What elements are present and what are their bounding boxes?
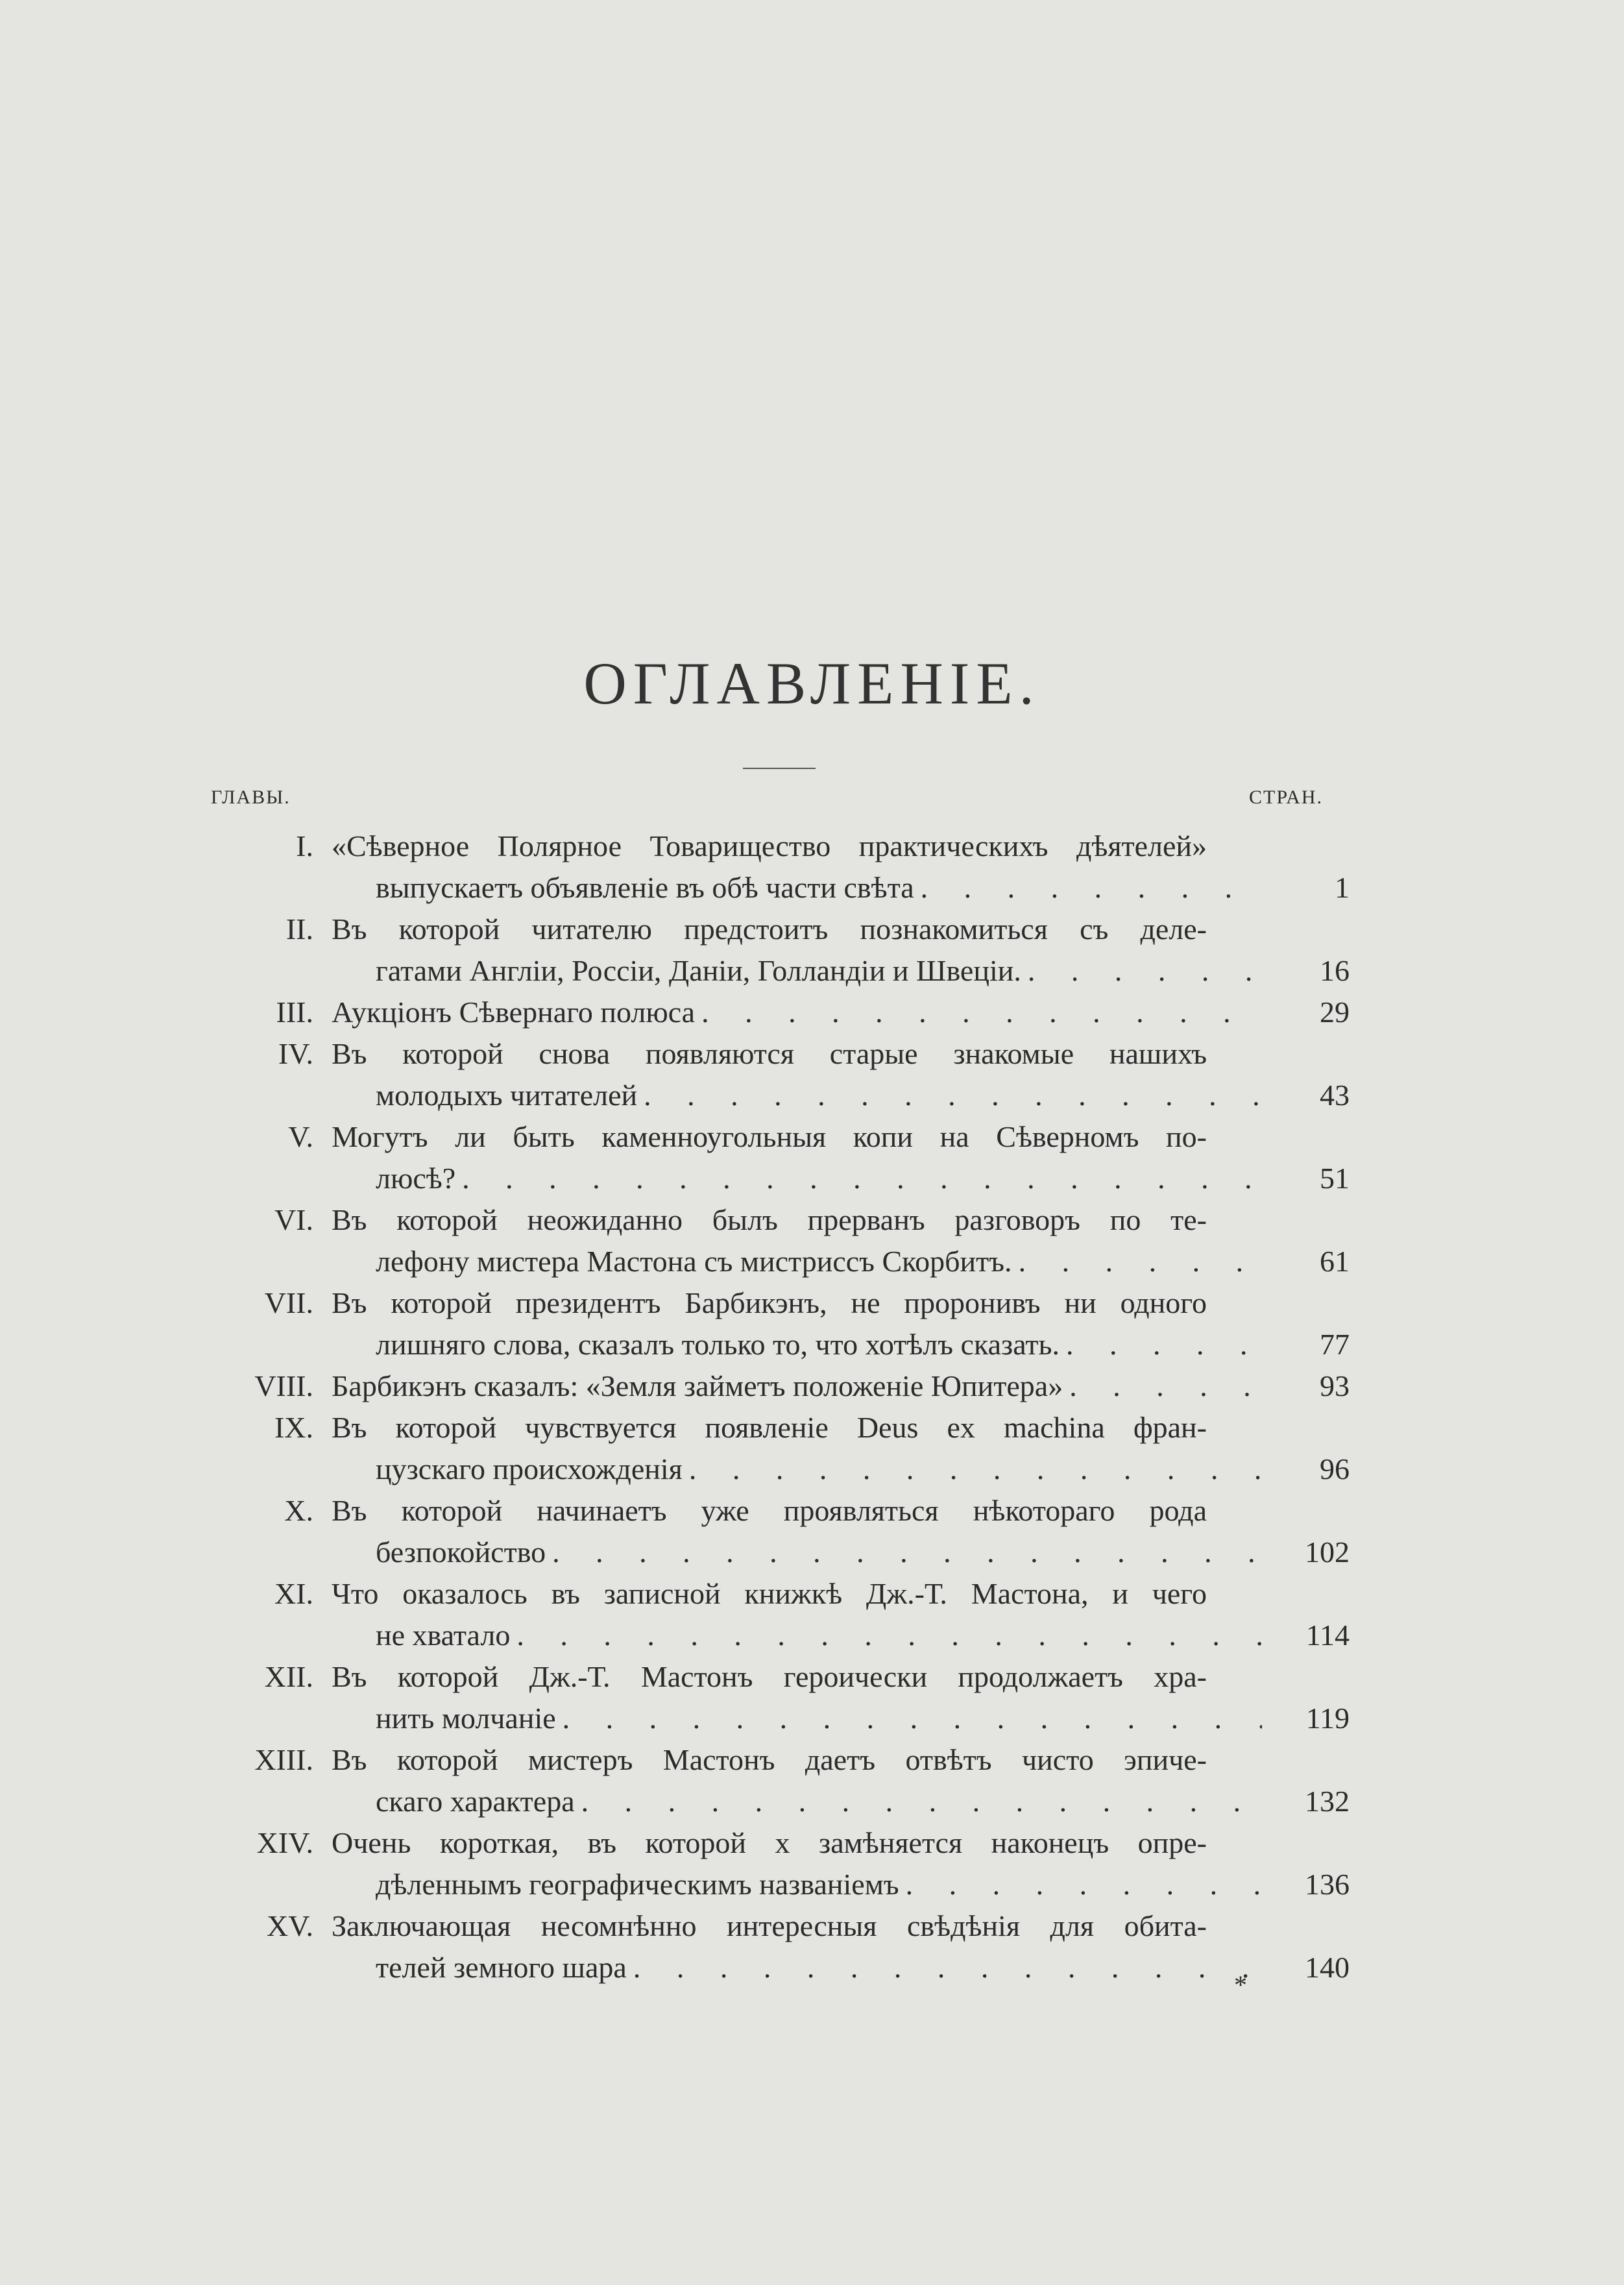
dot-leader	[1012, 1241, 1262, 1282]
dot-leader	[914, 867, 1262, 909]
chapter-numeral: X.	[284, 1494, 313, 1527]
page-number: 43	[1320, 1079, 1350, 1112]
toc-entry-line	[195, 1698, 1350, 1739]
chapter-title: лефону мистера Мастона съ мистриссъ Скорбитъ.	[376, 1245, 1012, 1278]
page-number: 16	[1320, 954, 1350, 987]
chapter-title: цузскаго происхожденія	[376, 1452, 683, 1485]
page-number: 29	[1320, 996, 1350, 1029]
dot-leader	[556, 1698, 1262, 1739]
page-number: 1	[1335, 871, 1350, 904]
indent	[195, 1615, 376, 1656]
indent	[195, 1158, 376, 1199]
chapter-title: Могутъ ли быть каменноугольныя копи на Сѣверномъ по-	[332, 1120, 1207, 1153]
toc-entry-line	[195, 992, 1350, 1033]
title-divider	[743, 768, 816, 769]
page-number: 77	[1320, 1328, 1350, 1361]
page-number: 136	[1305, 1868, 1350, 1901]
indent	[195, 1781, 376, 1822]
dot-leader	[510, 1615, 1262, 1656]
toc-entry-line	[195, 1324, 1350, 1365]
chapter-numeral: VII.	[264, 1286, 313, 1319]
indent	[195, 1864, 376, 1905]
toc-entry-line	[195, 1075, 1350, 1116]
chapter-numeral: XV.	[266, 1909, 313, 1942]
chapter-title: молодыхъ читателей	[376, 1079, 638, 1112]
table-of-contents	[195, 825, 1350, 1988]
page-number: 96	[1320, 1452, 1350, 1485]
chapter-title: не хватало	[376, 1619, 511, 1652]
pages-column-header: СТРАН.	[1249, 787, 1324, 808]
toc-entry-line	[195, 1282, 1350, 1324]
chapter-title: дѣленнымъ географическимъ названіемъ	[376, 1868, 899, 1901]
chapter-numeral: VIII.	[254, 1369, 313, 1402]
signature-mark: *	[1234, 1970, 1247, 1999]
toc-entry-line	[195, 1739, 1350, 1781]
chapter-title: Барбикэнъ сказалъ: «Земля займетъ положеніе Юпитера»	[332, 1369, 1063, 1402]
indent	[195, 1324, 376, 1365]
indent	[195, 1532, 376, 1573]
chapter-numeral: III.	[276, 996, 313, 1029]
page-number: 119	[1305, 1702, 1350, 1735]
dot-leader	[1021, 950, 1262, 992]
chapter-title: выпускаетъ объявленіе въ обѣ части свѣта	[376, 871, 914, 904]
toc-entry-line	[195, 1241, 1350, 1282]
indent	[195, 1698, 376, 1739]
page-title: ОГЛАВЛЕНІЕ.	[583, 650, 1041, 716]
toc-entry-line	[195, 1365, 1350, 1407]
chapter-title: Аукціонъ Сѣвернаго полюса	[332, 996, 696, 1029]
toc-entry-line	[195, 1158, 1350, 1199]
toc-entry-line	[195, 1407, 1350, 1448]
toc-entry-line	[195, 1573, 1350, 1615]
toc-entry-line	[195, 1864, 1350, 1905]
page-number: 51	[1320, 1162, 1350, 1195]
chapter-title: Въ которой неожиданно былъ прерванъ разговоръ по те-	[332, 1203, 1207, 1236]
toc-entry-line	[195, 1781, 1350, 1822]
chapter-title: Въ которой снова появляются старые знакомые нашихъ	[332, 1037, 1207, 1070]
chapter-title: Въ которой начинаетъ уже проявляться нѣкотораго рода	[332, 1494, 1207, 1527]
page-number: 114	[1305, 1619, 1350, 1652]
chapter-title: Въ которой Дж.-Т. Мастонъ героически продолжаетъ хра-	[332, 1660, 1207, 1693]
toc-entry-line	[195, 1656, 1350, 1698]
toc-entry-line	[195, 1905, 1350, 1947]
indent	[195, 1947, 376, 1988]
toc-entry-line	[195, 867, 1350, 909]
toc-entry-line	[195, 825, 1350, 867]
chapter-numeral: I.	[296, 829, 313, 862]
toc-entry-line	[195, 1116, 1350, 1158]
indent	[195, 1241, 376, 1282]
toc-entry-line	[195, 1199, 1350, 1241]
chapter-title: нить молчаніе	[376, 1702, 556, 1735]
toc-entry-line	[195, 1822, 1350, 1864]
dot-leader	[637, 1075, 1262, 1116]
dot-leader	[683, 1448, 1262, 1490]
toc-entry-line	[195, 1033, 1350, 1075]
toc-entry-line	[195, 1947, 1350, 1988]
chapter-numeral: V.	[288, 1120, 313, 1153]
chapter-title: лишняго слова, сказалъ только то, что хотѣлъ сказать.	[376, 1328, 1060, 1361]
chapter-title: Что оказалось въ записной книжкѣ Дж.-Т. Мастона, и чего	[332, 1577, 1207, 1610]
page-number: 132	[1305, 1785, 1350, 1818]
chapter-title: телей земного шара	[376, 1951, 627, 1984]
indent	[195, 1075, 376, 1116]
chapter-numeral: IX.	[274, 1411, 313, 1444]
dot-leader	[899, 1864, 1262, 1905]
dot-leader	[695, 992, 1262, 1033]
dot-leader	[627, 1947, 1262, 1988]
page-number: 102	[1305, 1535, 1350, 1569]
toc-entry-line	[195, 1532, 1350, 1573]
toc-entry-line	[195, 1615, 1350, 1656]
chapter-numeral: II.	[285, 912, 313, 946]
chapter-title: безпокойство	[376, 1535, 546, 1569]
toc-entry-line	[195, 1448, 1350, 1490]
dot-leader	[1063, 1365, 1262, 1407]
chapter-title: Въ которой читателю предстоитъ познакомиться съ деле-	[332, 912, 1207, 946]
chapter-title: люсѣ?	[376, 1162, 456, 1195]
page-number: 93	[1320, 1369, 1350, 1402]
chapter-numeral: IV.	[278, 1037, 313, 1070]
chapter-title: гатами Англіи, Россіи, Даніи, Голландіи и Швеціи.	[376, 954, 1021, 987]
chapter-numeral: VI.	[274, 1203, 313, 1236]
chapters-column-header: ГЛАВЫ.	[211, 787, 291, 808]
indent	[195, 867, 376, 909]
chapter-title: Въ которой президентъ Барбикэнъ, не проронивъ ни одного	[332, 1286, 1207, 1319]
indent	[195, 1448, 376, 1490]
indent	[195, 950, 376, 992]
dot-leader	[546, 1532, 1262, 1573]
chapter-title: Въ которой мистеръ Мастонъ даетъ отвѣтъ чисто эпиче-	[332, 1743, 1207, 1776]
page-number: 61	[1320, 1245, 1350, 1278]
chapter-title: Очень короткая, въ которой x замѣняется наконецъ опре-	[332, 1826, 1207, 1859]
chapter-title: Заключающая несомнѣнно интересныя свѣдѣнія для обита-	[332, 1909, 1207, 1942]
toc-entry-line	[195, 950, 1350, 992]
dot-leader	[1060, 1324, 1262, 1365]
toc-entry-line	[195, 909, 1350, 950]
chapter-title: Въ которой чувствуется появленіе Deus ex machina фран-	[332, 1411, 1207, 1444]
chapter-title: «Сѣверное Полярное Товарищество практическихъ дѣятелей»	[332, 829, 1207, 862]
chapter-title: скаго характера	[376, 1785, 575, 1818]
chapter-numeral: XIII.	[254, 1743, 313, 1776]
dot-leader	[455, 1158, 1262, 1199]
chapter-numeral: XII.	[264, 1660, 313, 1693]
toc-entry-line	[195, 1490, 1350, 1532]
chapter-numeral: XIV.	[256, 1826, 313, 1859]
chapter-numeral: XI.	[274, 1577, 313, 1610]
dot-leader	[575, 1781, 1262, 1822]
page-number: 140	[1305, 1951, 1350, 1984]
